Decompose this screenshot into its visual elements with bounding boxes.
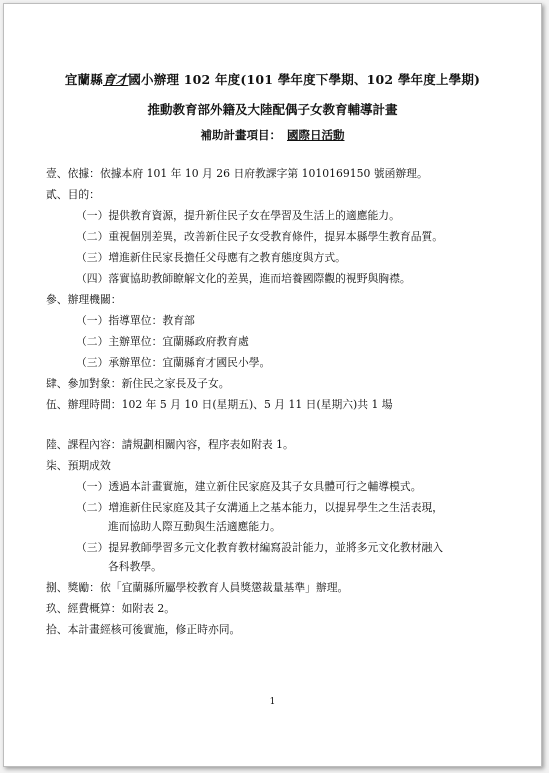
document-page [3, 3, 542, 767]
organizer-item: （二）主辦單位：宜蘭縣政府教育處 [76, 335, 249, 348]
organizer-item: （一）指導單位：教育部 [76, 314, 195, 327]
document-title [4, 70, 541, 88]
result-item: （一）透過本計畫實施，建立新住民家庭及其子女具體可行之輔導模式。 [76, 480, 422, 493]
purpose-item: （四）落實協助教師瞭解文化的差異，進而培養國際觀的視野與胸襟。 [76, 272, 411, 285]
section-rewards: 捌、獎勵：依「宜蘭縣所屬學校教育人員獎懲裁量基準」辦理。 [46, 581, 349, 594]
document-subtitle: 推動教育部外籍及大陸配偶子女教育輔導計畫 [147, 102, 398, 117]
subsidy-item [4, 127, 541, 143]
section-schedule: 伍、辦理時間：102 年 5 月 10 日(星期五)、5 月 11 日(星期六)共 1 場 [46, 398, 393, 411]
title-rest: 國小辦理 102 年度(101 學年度下學期、102 學年度上學期) [128, 72, 481, 87]
subsidy-value: 國際日活動 [287, 128, 345, 142]
result-item: （二）增進新住民家庭及其子女溝通上之基本能力，以提昇學生之生活表現， [76, 501, 444, 514]
section-purpose: 貳、目的： [46, 188, 100, 201]
section-participants: 肆、參加對象：新住民之家長及子女。 [46, 377, 230, 390]
result-item-continued: 各科教學。 [108, 560, 162, 573]
section-basis: 壹、依據：依據本府 101 年 10 月 26 日府教課字第 1010169150 號函辦理。 [46, 167, 428, 180]
purpose-item: （二）重視個別差異，改善新住民子女受教育條件，提昇本縣學生教育品質。 [76, 230, 444, 243]
result-item: （三）提昇教師學習多元文化教育教材編寫設計能力，並將多元文化教材融入 [76, 541, 444, 554]
organizer-item: （三）承辦單位：宜蘭縣育才國民小學。 [76, 356, 271, 369]
section-budget: 玖、經費概算：如附表 2。 [46, 602, 176, 615]
section-expected-results: 柒、預期成效 [46, 459, 111, 472]
purpose-item: （一）提供教育資源，提升新住民子女在學習及生活上的適應能力。 [76, 209, 400, 222]
section-organizers: 參、辦理機關： [46, 293, 122, 306]
title-county: 宜蘭縣 [64, 72, 103, 87]
section-implementation: 拾、本計畫經核可後實施，修正時亦同。 [46, 623, 241, 636]
purpose-item: （三）增進新住民家長擔任父母應有之教育態度與方式。 [76, 251, 346, 264]
subsidy-label: 補助計畫項目： [200, 128, 281, 142]
page-number: 1 [269, 697, 276, 707]
section-course-content: 陸、課程內容：請規劃相關內容，程序表如附表 1。 [46, 438, 294, 451]
result-item-continued: 進而協助人際互動與生活適應能力。 [108, 520, 281, 533]
title-school-name: 育才 [102, 72, 129, 87]
